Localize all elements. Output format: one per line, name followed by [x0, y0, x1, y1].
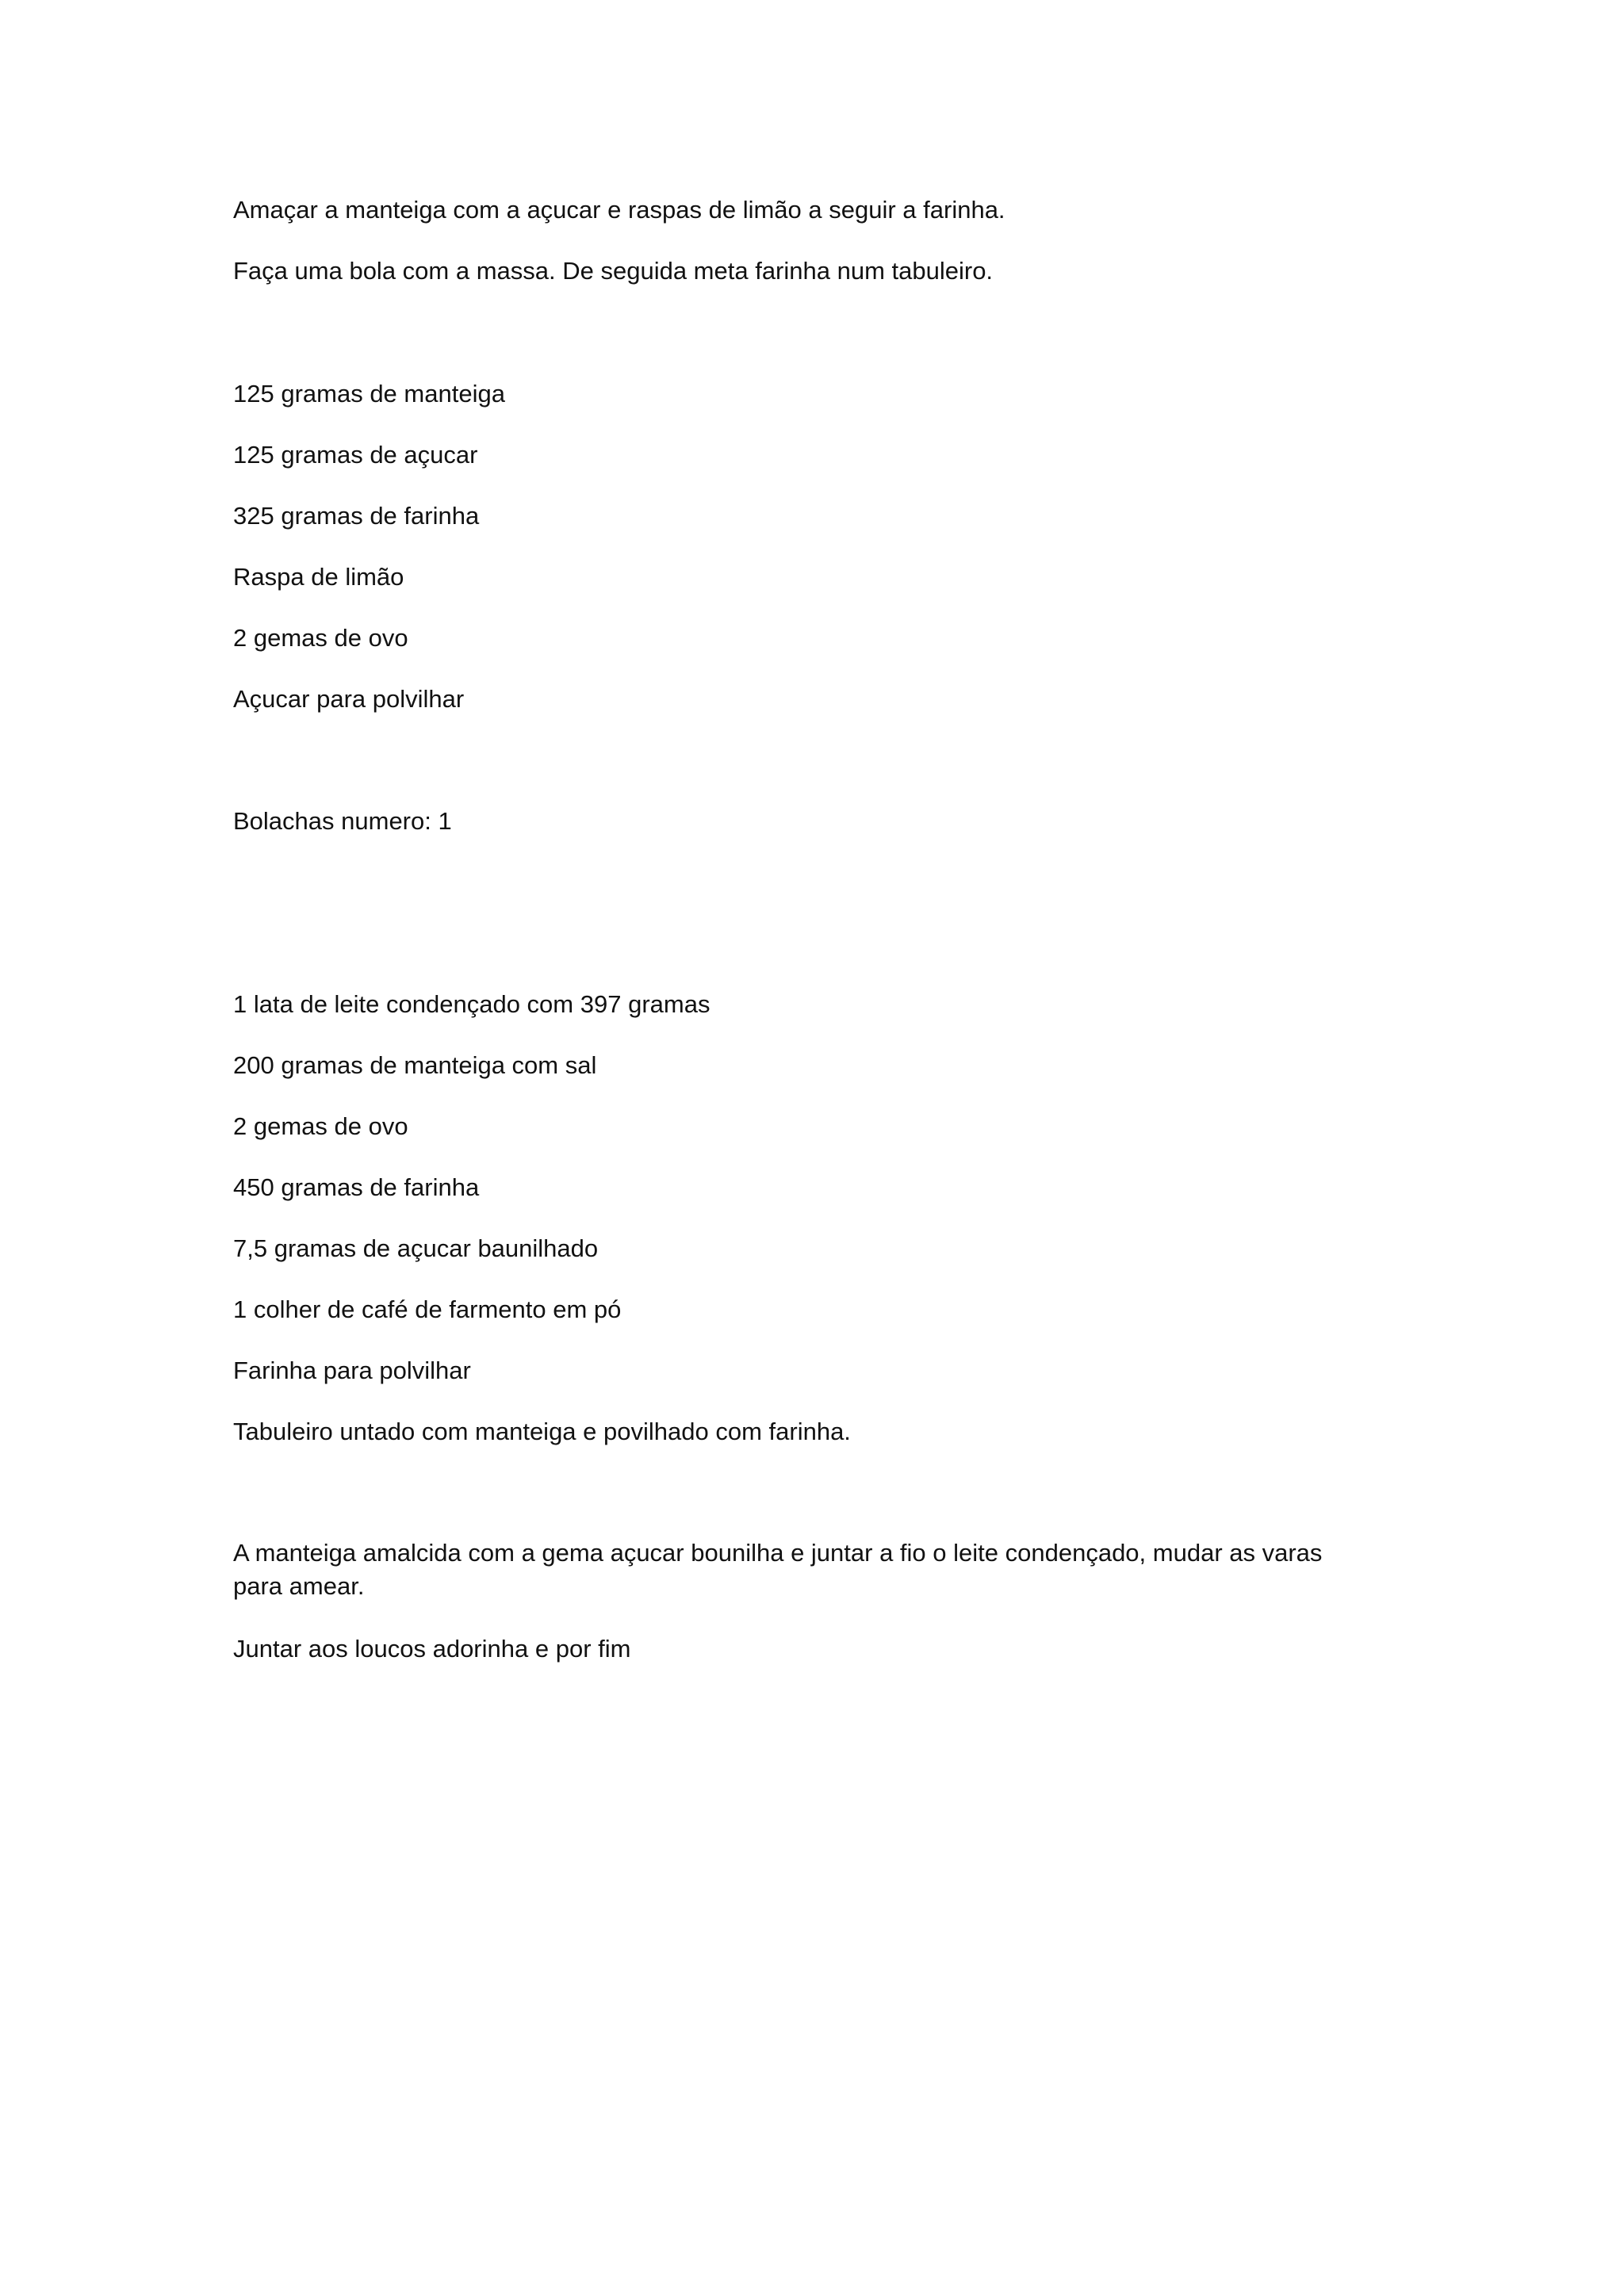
ingredient-line: 1 colher de café de farmento em pó [233, 1295, 622, 1323]
instruction-line: Faça uma bola com a massa. De seguida meta farinha num tabuleiro. [233, 257, 994, 285]
ingredient-line: 125 gramas de açucar [233, 441, 478, 469]
ingredient-line: 2 gemas de ovo [233, 1112, 408, 1140]
ingredient-line: 125 gramas de manteiga [233, 380, 505, 408]
recipe-title: Bolachas numero: 1 [233, 807, 452, 835]
instruction-line: Juntar aos loucos adorinha e por fim [233, 1635, 631, 1663]
ingredient-line: 450 gramas de farinha [233, 1173, 480, 1201]
ingredient-line: Raspa de limão [233, 563, 404, 591]
instruction-line: A manteiga amalcida com a gema açucar bounilha e juntar a fio o leite condençado, mudar as varas para amear. [233, 1539, 1323, 1600]
ingredient-line: Farinha para polvilhar [233, 1357, 471, 1384]
ingredient-line: 1 lata de leite condençado com 397 gramas [233, 990, 710, 1018]
ingredient-line: 325 gramas de farinha [233, 502, 480, 530]
ingredient-line: 7,5 gramas de açucar baunilhado [233, 1234, 599, 1262]
ingredient-line: Tabuleiro untado com manteiga e povilhado com farinha. [233, 1418, 851, 1445]
ingredient-line: 2 gemas de ovo [233, 624, 408, 652]
instruction-line: Amaçar a manteiga com a açucar e raspas de limão a seguir a farinha. [233, 196, 1005, 224]
ingredient-line: 200 gramas de manteiga com sal [233, 1051, 597, 1079]
ingredient-line: Açucar para polvilhar [233, 685, 465, 713]
